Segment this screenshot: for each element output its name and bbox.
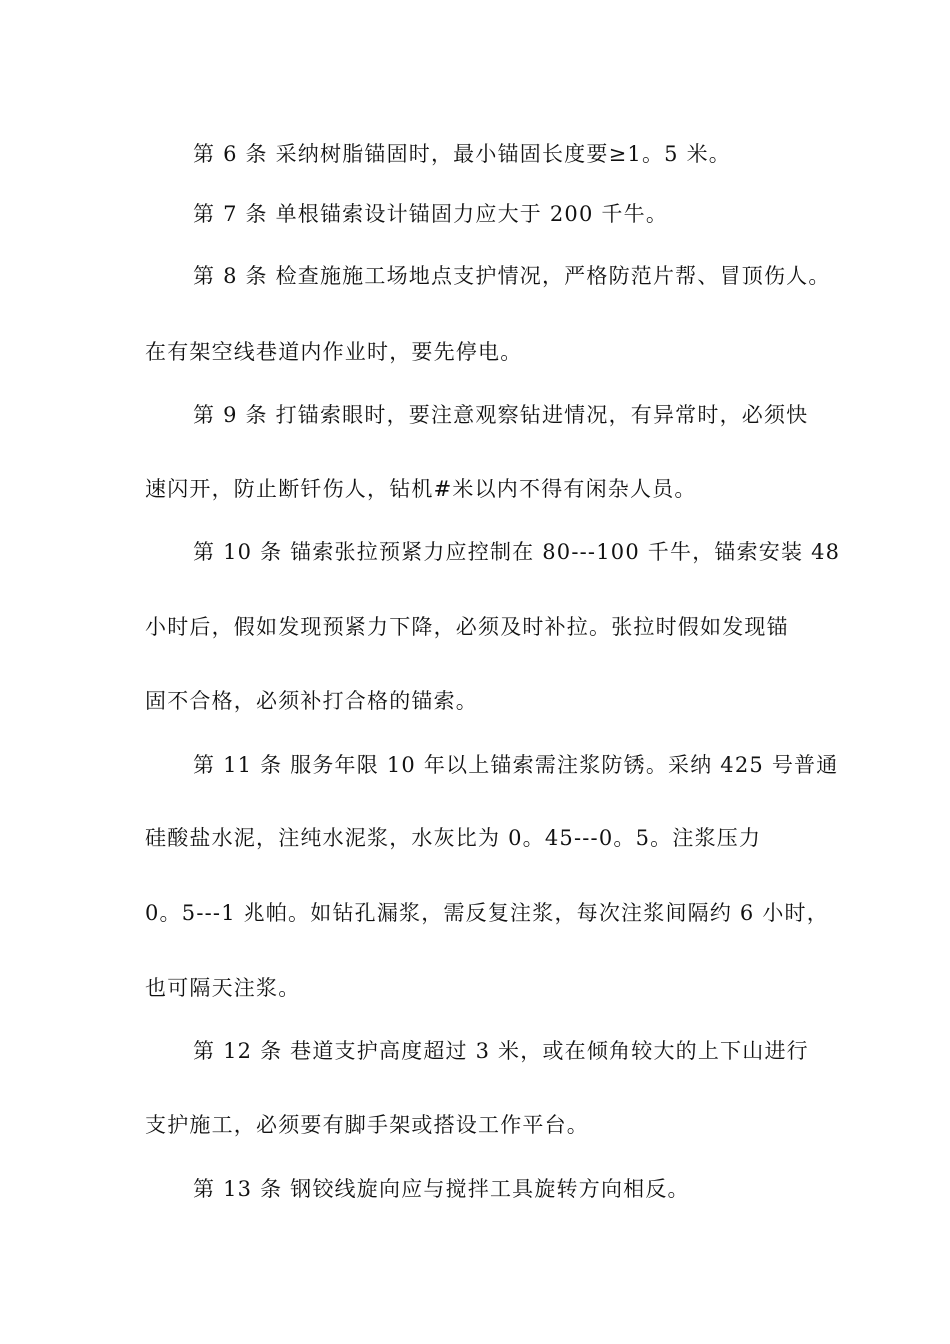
article-12-continuation: 支护施工，必须要有脚手架或搭设工作平台。	[145, 1113, 589, 1137]
article-12-text: 第 12 条 巷道支护高度超过 3 米，或在倾角较大的上下山进行	[193, 1039, 809, 1063]
article-9-text: 第 9 条 打锚索眼时，要注意观察钻进情况，有异常时，必须快	[193, 403, 809, 427]
article-8-text: 第 8 条 检查施施工场地点支护情况，严格防范片帮、冒顶伤人。	[193, 264, 831, 288]
article-11-continuation-2: 0。5---1 兆帕。如钻孔漏浆，需反复注浆，每次注浆间隔约 6 小时，	[145, 901, 829, 925]
article-11-continuation-1: 硅酸盐水泥，注纯水泥浆，水灰比为 0。45---0。5。注浆压力	[145, 826, 762, 850]
article-10-text: 第 10 条 锚索张拉预紧力应控制在 80---100 千牛，锚索安装 48	[193, 540, 841, 564]
article-9-continuation: 速闪开，防止断钎伤人，钻机#米以内不得有闲杂人员。	[145, 477, 697, 501]
article-8-continuation: 在有架空线巷道内作业时，要先停电。	[145, 340, 523, 364]
article-10-continuation-2: 固不合格，必须补打合格的锚索。	[145, 689, 478, 713]
article-13-text: 第 13 条 钢铰线旋向应与搅拌工具旋转方向相反。	[193, 1177, 690, 1201]
article-10-continuation-1: 小时后，假如发现预紧力下降，必须及时补拉。张拉时假如发现锚	[145, 615, 789, 639]
article-7-text: 第 7 条 单根锚索设计锚固力应大于 200 千牛。	[193, 202, 669, 226]
article-11-text: 第 11 条 服务年限 10 年以上锚索需注浆防锈。采纳 425 号普通	[193, 753, 839, 777]
article-11-continuation-3: 也可隔天注浆。	[145, 976, 301, 1000]
article-6-text: 第 6 条 采纳树脂锚固时，最小锚固长度要≥1。5 米。	[193, 142, 731, 166]
